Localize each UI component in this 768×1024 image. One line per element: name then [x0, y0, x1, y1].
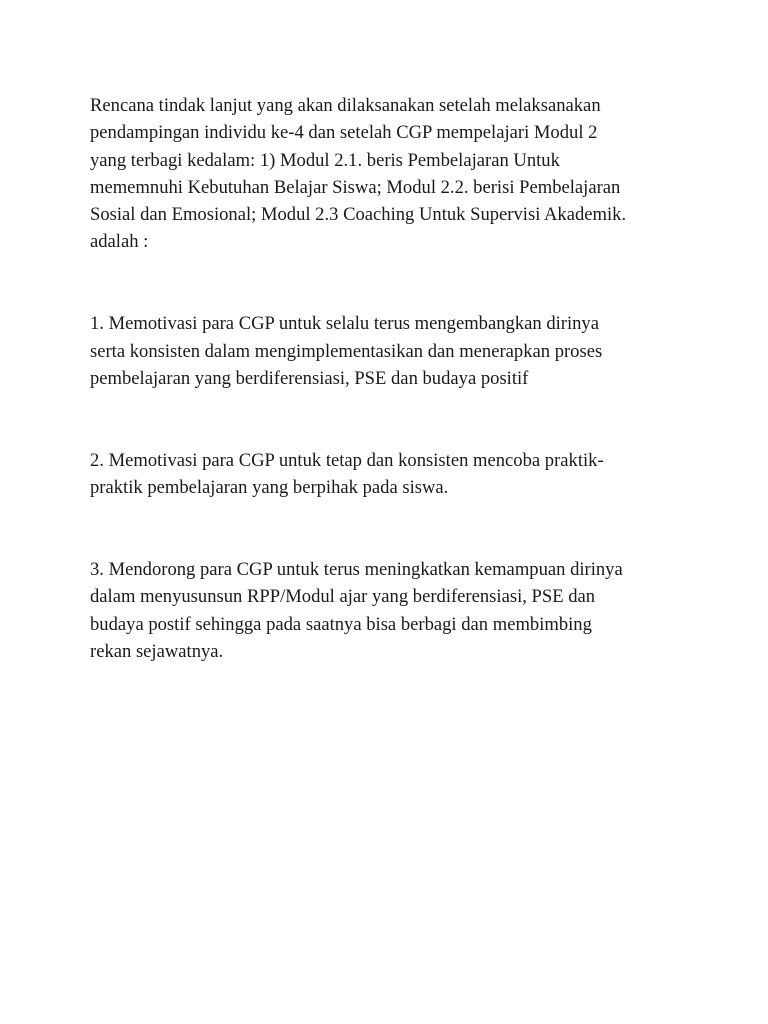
list-item-3: [90, 556, 680, 665]
text-line: rekan sejawatnya.: [90, 640, 224, 662]
text-line: mememnuhi Kebutuhan Belajar Siswa; Modul 2.2. berisi Pembelajaran: [90, 176, 621, 198]
text-line: 2. Memotivasi para CGP untuk tetap dan konsisten mencoba praktik-: [90, 449, 604, 471]
paragraph-spacer: [90, 256, 680, 311]
text-line: 1. Memotivasi para CGP untuk selalu terus mengembangkan dirinya: [90, 313, 599, 335]
text-line: Sosial dan Emosional; Modul 2.3 Coaching Untuk Supervisi Akademik.: [90, 204, 627, 226]
intro-paragraph: [90, 92, 680, 256]
list-item-2: [90, 447, 680, 502]
text-line: pembelajaran yang berdiferensiasi, PSE dan budaya positif: [90, 367, 529, 389]
list-item-1: [90, 310, 680, 392]
text-line: serta konsisten dalam mengimplementasikan dan menerapkan proses: [90, 340, 603, 362]
text-line: yang terbagi kedalam: 1) Modul 2.1. beris Pembelajaran Untuk: [90, 149, 560, 171]
document-body: [90, 92, 680, 665]
text-line: budaya postif sehingga pada saatnya bisa berbagi dan membimbing: [90, 613, 592, 635]
text-line: adalah :: [90, 231, 149, 253]
text-line: dalam menyusunsun RPP/Modul ajar yang berdiferensiasi, PSE dan: [90, 586, 596, 608]
text-line: praktik pembelajaran yang berpihak pada siswa.: [90, 477, 449, 499]
paragraph-spacer: [90, 392, 680, 447]
text-line: Rencana tindak lanjut yang akan dilaksanakan setelah melaksanakan: [90, 95, 601, 116]
paragraph-spacer: [90, 501, 680, 556]
text-line: pendampingan individu ke-4 dan setelah CGP mempelajari Modul 2: [90, 122, 598, 144]
text-line: 3. Mendorong para CGP untuk terus meningkatkan kemampuan dirinya: [90, 559, 623, 581]
